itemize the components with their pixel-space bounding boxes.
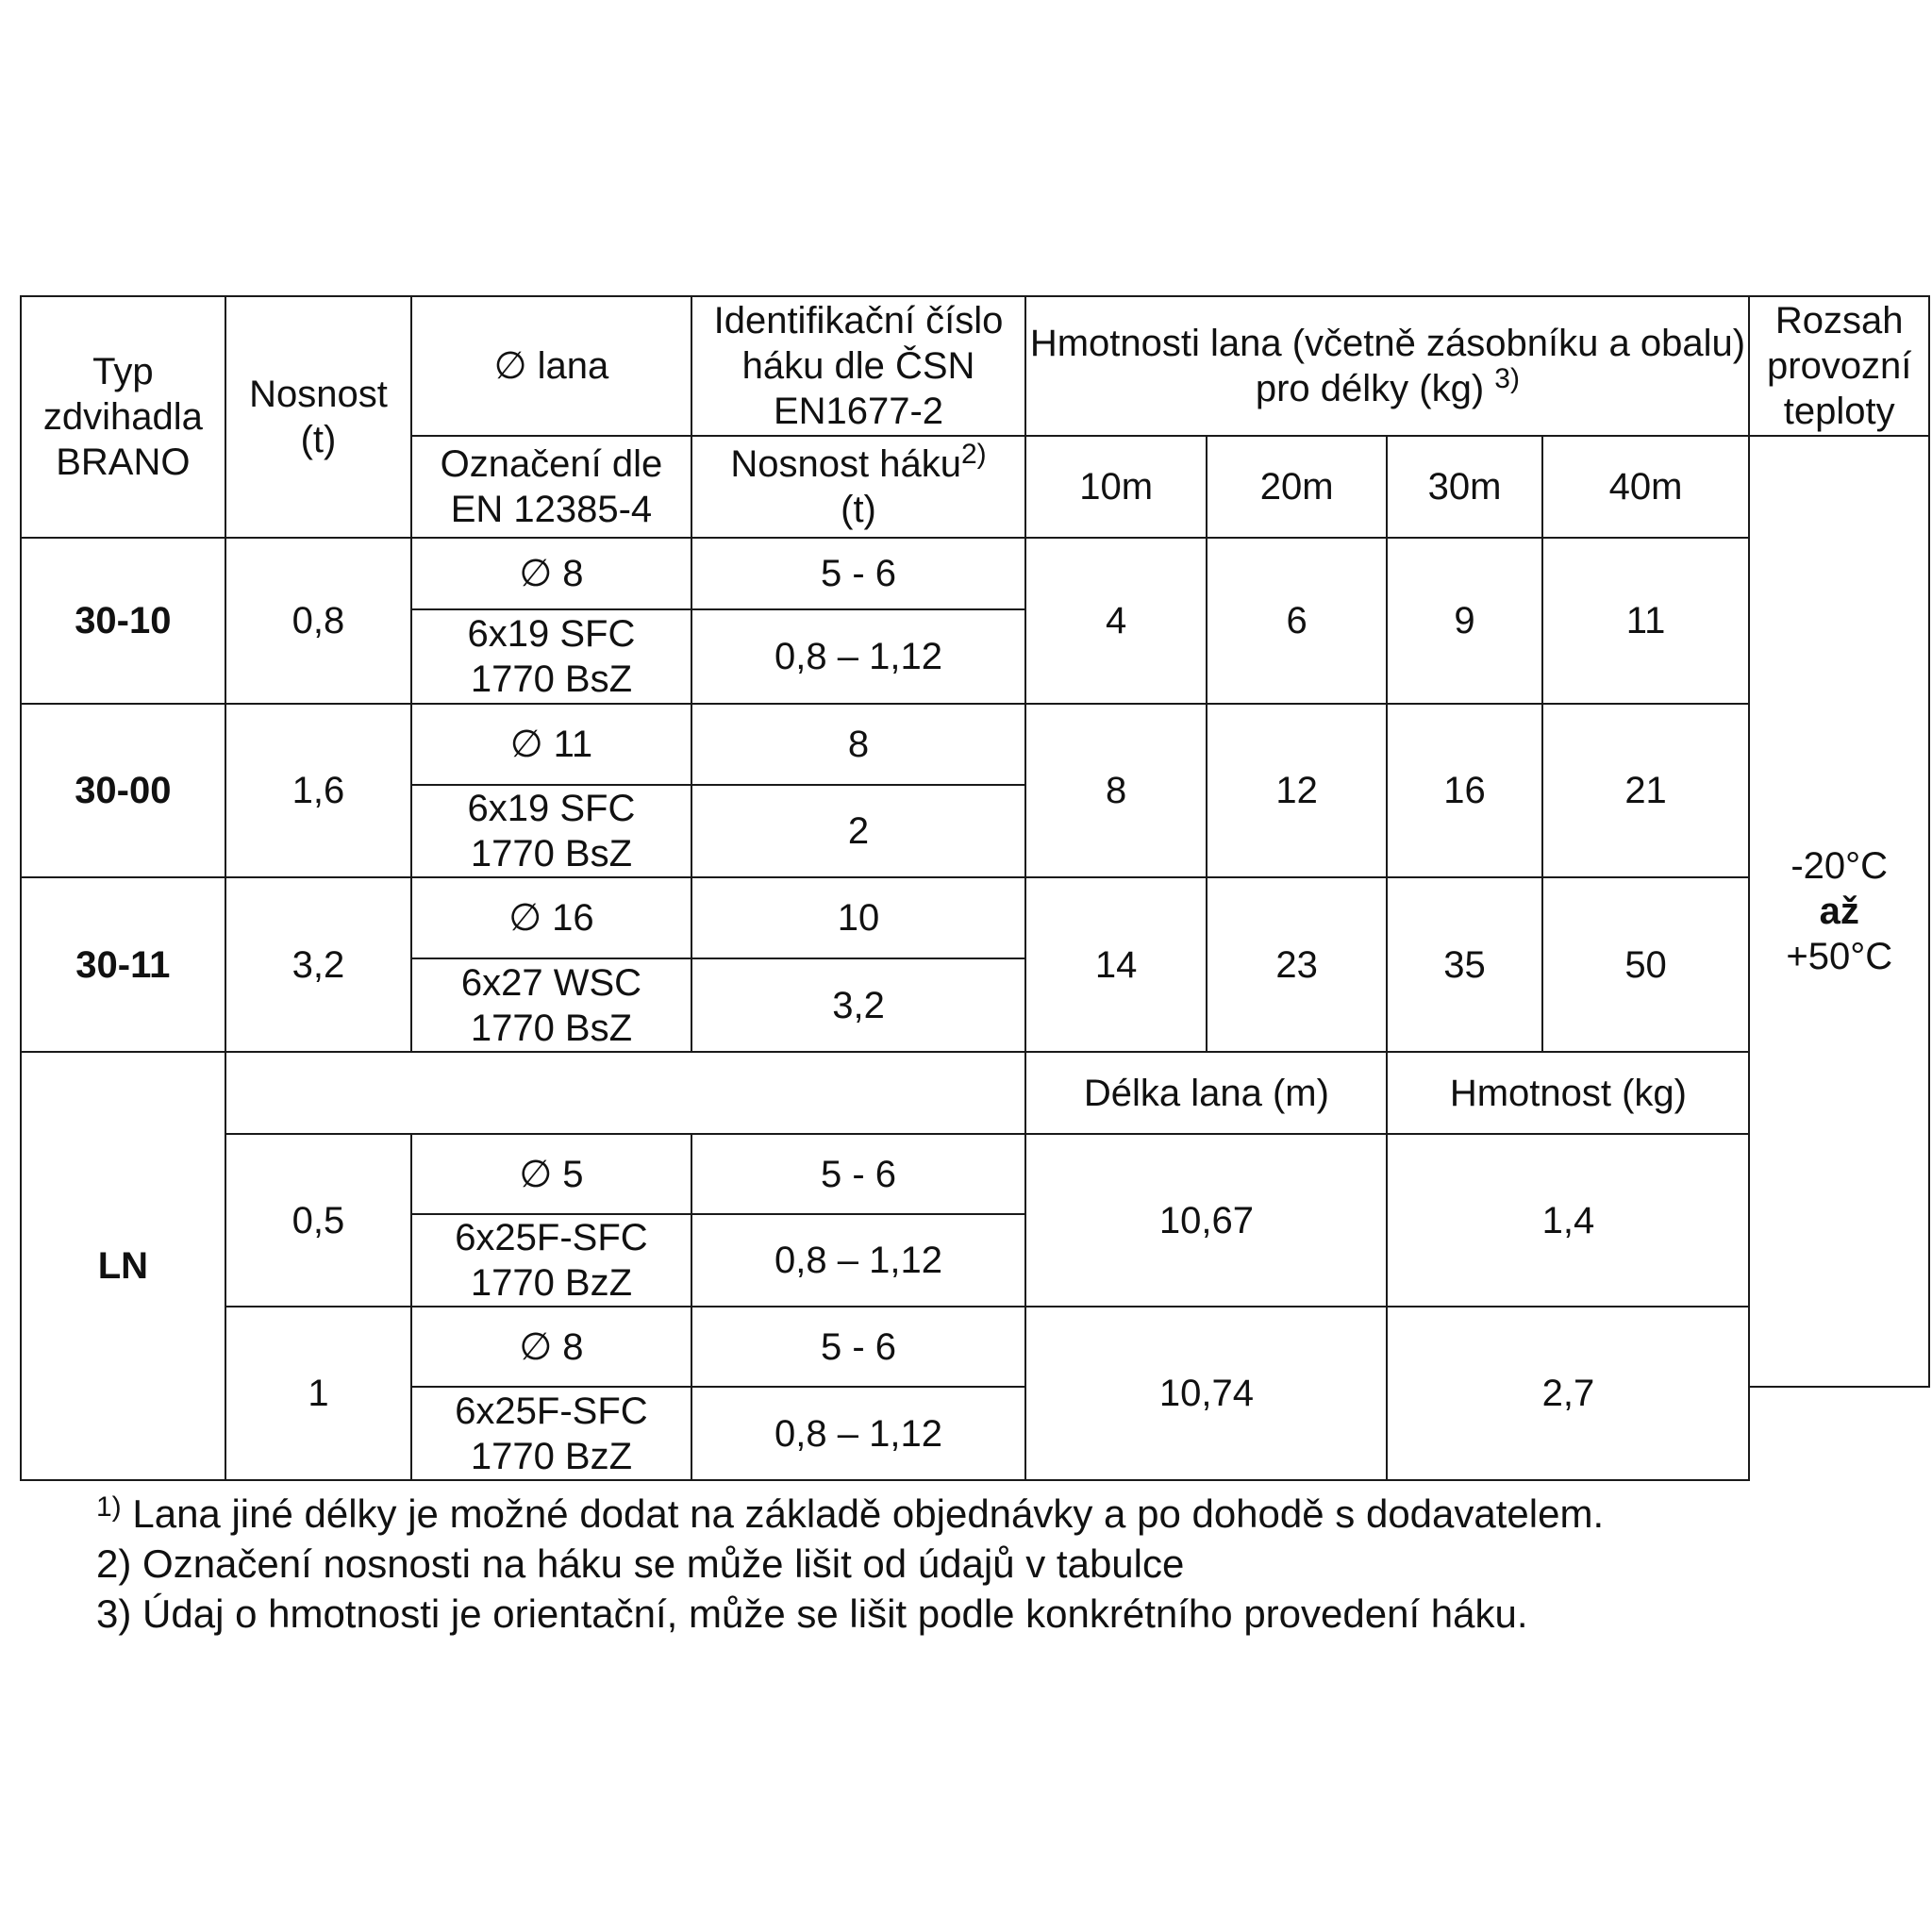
temperature-min: -20°C	[1790, 845, 1889, 887]
header-nosnost	[225, 296, 412, 538]
row-weight-10m: 14	[1025, 877, 1207, 1052]
rope-grade: 1770 BzZ	[470, 1435, 633, 1477]
ln-row-length: 10,74	[1025, 1307, 1387, 1480]
row-weight-10m: 8	[1025, 704, 1207, 877]
temperature-separator: až	[1819, 891, 1859, 932]
row-capacity: 3,2	[225, 877, 412, 1052]
ln-header-length: Délka lana (m)	[1025, 1052, 1387, 1134]
header-oznaceni-text: Označení dle EN 12385-4	[440, 443, 663, 530]
ln-header-weight: Hmotnost (kg)	[1387, 1052, 1749, 1134]
header-rozsah	[1749, 296, 1929, 436]
row-rope-designation	[411, 785, 691, 877]
ln-row-rope-designation	[411, 1387, 691, 1480]
footnote-number: 1)	[96, 1491, 122, 1523]
rope-specification-table	[20, 295, 1930, 1481]
rope-grade: 1770 BsZ	[470, 1007, 633, 1049]
footnote-1	[96, 1489, 1889, 1539]
footnotes	[96, 1489, 1889, 1639]
row-weight-40m: 11	[1542, 538, 1750, 704]
ln-row-diameter: ∅ 5	[411, 1134, 691, 1214]
header-length-20m: 20m	[1207, 436, 1388, 538]
footnote-text: Lana jiné délky je možné dodat na základě objednávky a po dohodě s dodavatelem.	[132, 1491, 1605, 1536]
footnote-2	[96, 1539, 1889, 1589]
rope-construction: 6x25F-SFC	[455, 1390, 648, 1432]
footnote-ref: 2)	[960, 439, 987, 470]
header-length-40m: 40m	[1542, 436, 1750, 538]
row-weight-20m: 6	[1207, 538, 1388, 704]
header-nosnost-haku-unit: (t)	[841, 489, 876, 530]
header-nosnost-haku-text: Nosnost háku	[730, 443, 961, 485]
row-weight-30m: 9	[1387, 538, 1541, 704]
ln-row-hook-capacity: 0,8 – 1,12	[691, 1214, 1026, 1307]
temperature-range	[1749, 436, 1929, 1387]
row-hook-capacity: 2	[691, 785, 1026, 877]
row-weight-10m: 4	[1025, 538, 1207, 704]
ln-row-weight: 2,7	[1387, 1307, 1749, 1480]
header-hmotnosti-text: Hmotnosti lana (včetně zásobníku a obalu) pro délky (kg)	[1029, 323, 1746, 409]
header-nosnost-haku	[691, 436, 1026, 538]
header-oznaceni	[411, 436, 691, 538]
ln-row-rope-designation	[411, 1214, 691, 1307]
ln-row-hook-id: 5 - 6	[691, 1134, 1026, 1214]
ln-row-hook-id: 5 - 6	[691, 1307, 1026, 1387]
header-rozsah-text: Rozsah provozní teploty	[1767, 300, 1912, 432]
ln-row-length: 10,67	[1025, 1134, 1387, 1307]
row-hook-capacity: 3,2	[691, 958, 1026, 1052]
header-length-10m: 10m	[1025, 436, 1207, 538]
footnote-ref: 3)	[1494, 363, 1520, 394]
footnote-3	[96, 1589, 1889, 1639]
row-type: 30-00	[21, 704, 225, 877]
row-weight-40m: 50	[1542, 877, 1750, 1052]
footnote-text: Údaj o hmotnosti je orientační, může se lišit podle konkrétního provedení háku.	[142, 1591, 1528, 1636]
header-lana-text: ∅ lana	[493, 345, 609, 387]
row-type: 30-11	[21, 877, 225, 1052]
rope-construction: 6x25F-SFC	[455, 1217, 648, 1258]
row-capacity: 1,6	[225, 704, 412, 877]
row-hook-id: 8	[691, 704, 1026, 785]
row-hook-capacity: 0,8 – 1,12	[691, 609, 1026, 704]
row-weight-20m: 23	[1207, 877, 1388, 1052]
row-weight-30m: 35	[1387, 877, 1541, 1052]
ln-row-capacity: 1	[225, 1307, 412, 1480]
temperature-max: +50°C	[1786, 936, 1893, 977]
rope-construction: 6x19 SFC	[467, 613, 636, 655]
header-lana	[411, 296, 691, 436]
row-type: 30-10	[21, 538, 225, 704]
ln-empty-cell	[225, 1052, 1026, 1134]
row-diameter: ∅ 11	[411, 704, 691, 785]
row-rope-designation	[411, 609, 691, 704]
footnote-number: 2)	[96, 1541, 132, 1586]
header-ident	[691, 296, 1026, 436]
row-weight-40m: 21	[1542, 704, 1750, 877]
rope-grade: 1770 BsZ	[470, 833, 633, 874]
row-type-ln: LN	[21, 1052, 225, 1480]
header-typ	[21, 296, 225, 538]
footnote-text: Označení nosnosti na háku se může lišit od údajů v tabulce	[142, 1541, 1185, 1586]
row-hook-id: 10	[691, 877, 1026, 958]
rope-construction: 6x27 WSC	[460, 961, 642, 1004]
rope-grade: 1770 BsZ	[470, 658, 633, 700]
footnote-number: 3)	[96, 1591, 132, 1636]
row-rope-designation	[411, 958, 691, 1052]
row-hook-id: 5 - 6	[691, 538, 1026, 609]
ln-row-hook-capacity: 0,8 – 1,12	[691, 1387, 1026, 1480]
header-hmotnosti	[1025, 296, 1749, 436]
header-nosnost-text: Nosnost (t)	[249, 374, 388, 460]
header-ident-text: Identifikační číslo háku dle ČSN EN1677-2	[713, 300, 1004, 432]
rope-construction: 6x19 SFC	[467, 788, 636, 829]
row-weight-30m: 16	[1387, 704, 1541, 877]
row-diameter: ∅ 16	[411, 877, 691, 958]
row-capacity: 0,8	[225, 538, 412, 704]
row-weight-20m: 12	[1207, 704, 1388, 877]
rope-grade: 1770 BzZ	[470, 1262, 633, 1304]
ln-row-capacity: 0,5	[225, 1134, 412, 1307]
header-typ-text: Typ zdvihadla BRANO	[42, 351, 203, 483]
row-diameter: ∅ 8	[411, 538, 691, 609]
ln-row-weight: 1,4	[1387, 1134, 1749, 1307]
header-length-30m: 30m	[1387, 436, 1541, 538]
ln-row-diameter: ∅ 8	[411, 1307, 691, 1387]
